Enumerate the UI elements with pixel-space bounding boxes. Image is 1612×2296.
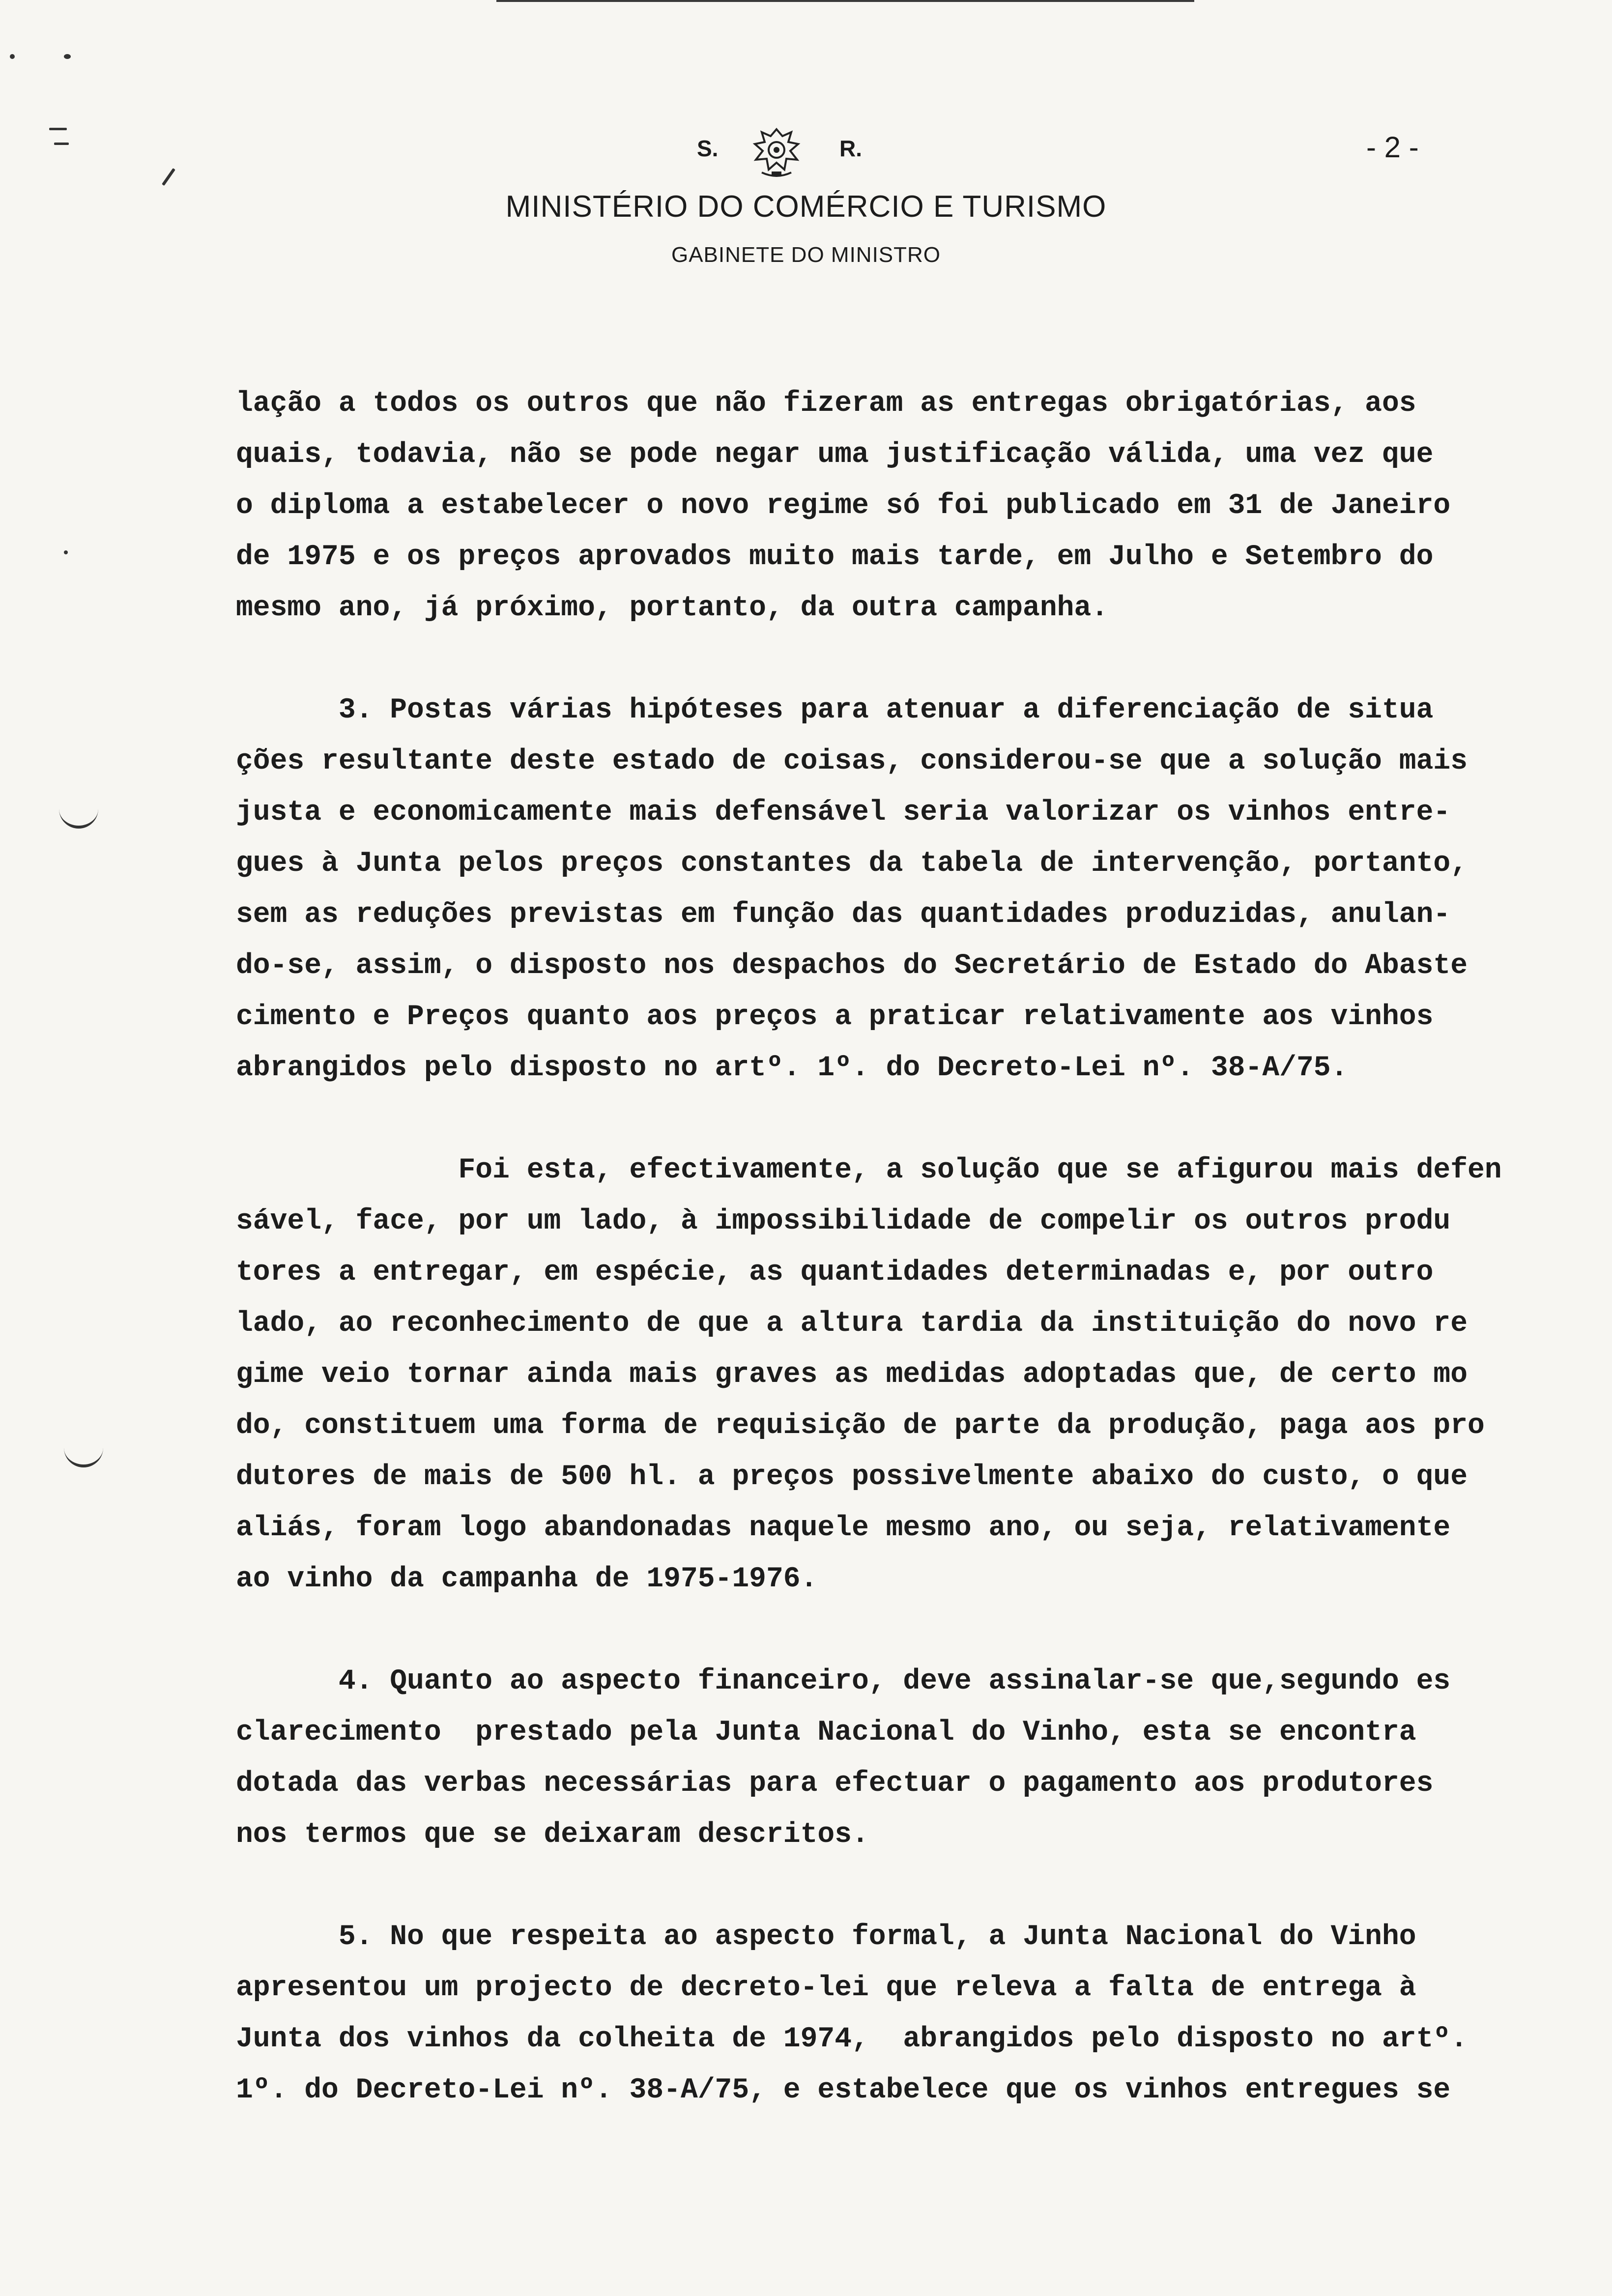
- punch-hole-mark: [59, 806, 98, 829]
- text-line: clarecimento prestado pela Junta Nacional do Vinho, esta se encontra: [236, 1717, 1416, 1749]
- cabinet-subtitle: GABINETE DO MINISTRO: [671, 243, 941, 267]
- paragraph-gap: [236, 1605, 1563, 1656]
- text-line: gues à Junta pelos preços constantes da tabela de intervenção, portanto,: [236, 848, 1468, 880]
- text-line: nos termos que se deixaram descritos.: [236, 1819, 869, 1851]
- text-line: sável, face, por um lado, à impossibilidade de compelir os outros produ: [236, 1205, 1451, 1237]
- text-line: de 1975 e os preços aprovados muito mais tarde, em Julho e Setembro do: [236, 541, 1434, 573]
- text-line: Foi esta, efectivamente, a solução que se afigurou mais defen: [236, 1154, 1502, 1186]
- text-line: cimento e Preços quanto aos preços a praticar relativamente aos vinhos: [236, 1001, 1434, 1033]
- coat-of-arms-icon: [737, 125, 816, 179]
- text-line: 4. Quanto ao aspecto financeiro, deve assinalar-se que,segundo es: [236, 1665, 1451, 1697]
- scan-speck: [49, 128, 67, 130]
- text-line: lado, ao reconhecimento de que a altura tardia da instituição do novo re: [236, 1308, 1468, 1340]
- text-line: dutores de mais de 500 hl. a preços possivelmente abaixo do custo, o que: [236, 1461, 1468, 1493]
- letter-body: [236, 378, 1563, 2116]
- text-line: 1º. do Decreto-Lei nº. 38-A/75, e estabelece que os vinhos entregues se: [236, 2074, 1451, 2106]
- paragraph-5: [236, 1912, 1563, 2116]
- ministry-title: MINISTÉRIO DO COMÉRCIO E TURISMO: [505, 190, 1107, 224]
- paragraph-gap: [236, 1094, 1563, 1145]
- paragraph-4: [236, 1656, 1563, 1861]
- letterhead: [0, 0, 1612, 295]
- seal: [688, 125, 885, 179]
- text-line: ções resultante deste estado de coisas, considerou-se que a solução mais: [236, 746, 1468, 777]
- text-line: 3. Postas várias hipóteses para atenuar a diferenciação de situa: [236, 694, 1434, 726]
- text-line: lação a todos os outros que não fizeram as entregas obrigatórias, aos: [236, 388, 1416, 420]
- text-line: o diploma a estabelecer o novo regime só foi publicado em 31 de Janeiro: [236, 490, 1451, 522]
- paragraph-3: [236, 1145, 1563, 1605]
- text-line: do-se, assim, o disposto nos despachos do Secretário de Estado do Abaste: [236, 950, 1468, 982]
- text-line: ao vinho da campanha de 1975-1976.: [236, 1563, 818, 1595]
- paragraph-gap: [236, 634, 1563, 685]
- text-line: do, constituem uma forma de requisição de parte da produção, paga aos pro: [236, 1410, 1485, 1442]
- paragraph-gap: [236, 1861, 1563, 1912]
- paragraph-1: [236, 378, 1563, 634]
- text-line: gime veio tornar ainda mais graves as medidas adoptadas que, de certo mo: [236, 1359, 1468, 1391]
- scan-speck: [54, 143, 69, 145]
- text-line: dotada das verbas necessárias para efectuar o pagamento aos produtores: [236, 1768, 1434, 1800]
- scan-speck: [64, 550, 68, 554]
- page-number: - 2 -: [1366, 131, 1419, 164]
- text-line: justa e economicamente mais defensável seria valorizar os vinhos entre-: [236, 797, 1451, 829]
- punch-hole-mark: [64, 1445, 103, 1467]
- scan-speck: [10, 54, 15, 59]
- text-line: mesmo ano, já próximo, portanto, da outra campanha.: [236, 592, 1109, 624]
- seal-letter-right: R.: [839, 136, 862, 161]
- text-line: Junta dos vinhos da colheita de 1974, abrangidos pelo disposto no artº.: [236, 2023, 1468, 2055]
- text-line: abrangidos pelo disposto no artº. 1º. do Decreto-Lei nº. 38-A/75.: [236, 1052, 1348, 1084]
- text-line: quais, todavia, não se pode negar uma justificação válida, uma vez que: [236, 439, 1434, 471]
- text-line: 5. No que respeita ao aspecto formal, a Junta Nacional do Vinho: [236, 1921, 1416, 1953]
- scan-speck: [64, 54, 71, 59]
- paragraph-2: [236, 685, 1563, 1094]
- text-line: sem as reduções previstas em função das quantidades produzidas, anulan-: [236, 899, 1451, 931]
- text-line: tores a entregar, em espécie, as quantidades determinadas e, por outro: [236, 1257, 1434, 1289]
- seal-letter-left: S.: [697, 136, 719, 161]
- text-line: aliás, foram logo abandonadas naquele mesmo ano, ou seja, relativamente: [236, 1512, 1451, 1544]
- text-line: apresentou um projecto de decreto-lei que releva a falta de entrega à: [236, 1972, 1416, 2004]
